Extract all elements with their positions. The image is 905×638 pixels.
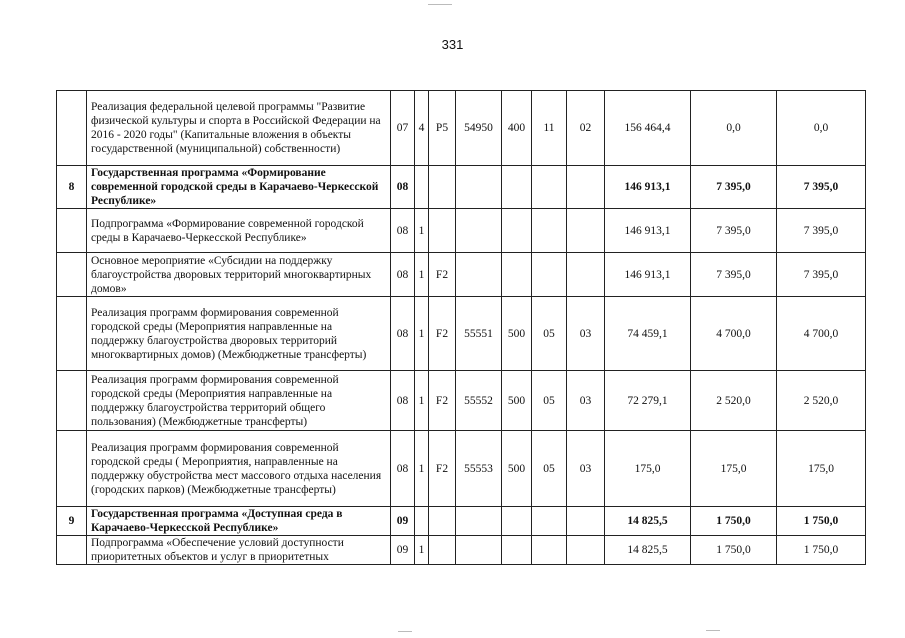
code-type-cell (502, 507, 532, 536)
code-direction-cell (456, 536, 502, 565)
scan-mark-bottom-right (706, 630, 720, 631)
scan-mark-top (428, 4, 452, 5)
amount-2021-cell: 0,0 (777, 91, 866, 166)
amount-2020-cell: 7 395,0 (691, 166, 777, 209)
index-cell (57, 536, 87, 565)
amount-2019-cell: 175,0 (605, 431, 691, 507)
index-cell (57, 209, 87, 253)
code-direction-cell: 55552 (456, 371, 502, 431)
table-row (57, 371, 866, 431)
code-project-cell: F2 (429, 431, 456, 507)
amount-2021-cell: 7 395,0 (777, 209, 866, 253)
code-sub-cell (415, 166, 429, 209)
code-sub-cell: 1 (415, 431, 429, 507)
amount-2021-cell: 4 700,0 (777, 297, 866, 371)
code-type-cell (502, 166, 532, 209)
code-section-cell: 08 (391, 253, 415, 297)
name-cell: Реализация программ формирования современной городской среды (Мероприятия направленные на поддержку благоустройства территорий общего пользования) (Межбюджетные трансферты) (87, 371, 391, 431)
code-project-cell: F2 (429, 253, 456, 297)
code-pr-cell: 03 (567, 371, 605, 431)
name-cell: Реализация программ формирования современной городской среды (Мероприятия направленные на поддержку благоустройства дворовых территорий многоквартирных домов) (Межбюджетные трансферты) (87, 297, 391, 371)
code-direction-cell (456, 166, 502, 209)
code-type-cell (502, 209, 532, 253)
code-pr-cell (567, 507, 605, 536)
table-row (57, 209, 866, 253)
index-cell (57, 91, 87, 166)
code-project-cell: F2 (429, 297, 456, 371)
code-section-cell: 08 (391, 297, 415, 371)
index-cell: 8 (57, 166, 87, 209)
code-direction-cell: 55551 (456, 297, 502, 371)
table-body (57, 91, 866, 565)
scan-mark-bottom-left (398, 631, 412, 632)
code-project-cell (429, 209, 456, 253)
amount-2020-cell: 1 750,0 (691, 507, 777, 536)
amount-2021-cell: 175,0 (777, 431, 866, 507)
code-pr-cell: 03 (567, 431, 605, 507)
code-type-cell: 400 (502, 91, 532, 166)
code-direction-cell (456, 209, 502, 253)
code-rz-cell: 11 (532, 91, 567, 166)
code-type-cell: 500 (502, 431, 532, 507)
code-pr-cell: 02 (567, 91, 605, 166)
code-rz-cell (532, 166, 567, 209)
amount-2021-cell: 7 395,0 (777, 253, 866, 297)
amount-2021-cell: 2 520,0 (777, 371, 866, 431)
code-section-cell: 09 (391, 536, 415, 565)
code-rz-cell: 05 (532, 297, 567, 371)
code-sub-cell: 1 (415, 536, 429, 565)
table-row (57, 166, 866, 209)
code-sub-cell: 1 (415, 253, 429, 297)
amount-2019-cell: 146 913,1 (605, 253, 691, 297)
amount-2020-cell: 7 395,0 (691, 253, 777, 297)
amount-2021-cell: 1 750,0 (777, 536, 866, 565)
code-sub-cell: 1 (415, 209, 429, 253)
code-rz-cell (532, 253, 567, 297)
code-pr-cell (567, 253, 605, 297)
index-cell: 9 (57, 507, 87, 536)
index-cell (57, 297, 87, 371)
code-section-cell: 08 (391, 166, 415, 209)
amount-2021-cell: 7 395,0 (777, 166, 866, 209)
code-direction-cell: 55553 (456, 431, 502, 507)
amount-2020-cell: 2 520,0 (691, 371, 777, 431)
code-rz-cell (532, 507, 567, 536)
amount-2020-cell: 7 395,0 (691, 209, 777, 253)
amount-2021-cell: 1 750,0 (777, 507, 866, 536)
code-pr-cell: 03 (567, 297, 605, 371)
amount-2019-cell: 14 825,5 (605, 507, 691, 536)
code-project-cell: F2 (429, 371, 456, 431)
amount-2020-cell: 4 700,0 (691, 297, 777, 371)
amount-2020-cell: 1 750,0 (691, 536, 777, 565)
code-sub-cell: 1 (415, 371, 429, 431)
amount-2020-cell: 0,0 (691, 91, 777, 166)
amount-2019-cell: 74 459,1 (605, 297, 691, 371)
page-number: 331 (441, 37, 464, 52)
amount-2019-cell: 14 825,5 (605, 536, 691, 565)
code-section-cell: 09 (391, 507, 415, 536)
amount-2019-cell: 146 913,1 (605, 209, 691, 253)
code-project-cell (429, 166, 456, 209)
amount-2019-cell: 72 279,1 (605, 371, 691, 431)
code-section-cell: 08 (391, 371, 415, 431)
code-section-cell: 08 (391, 431, 415, 507)
name-cell: Государственная программа «Доступная среда в Карачаево-Черкесской Республике» (87, 507, 391, 536)
code-pr-cell (567, 166, 605, 209)
name-cell: Основное мероприятие «Субсидии на поддержку благоустройства дворовых территорий многоквартирных домов» (87, 253, 391, 297)
name-cell: Реализация федеральной целевой программы "Развитие физической культуры и спорта в Российской Федерации на 2016 - 2020 годы" (Капитальные вложения в объекты государственной (муниципальной) собственности) (87, 91, 391, 166)
code-section-cell: 07 (391, 91, 415, 166)
name-cell: Подпрограмма «Формирование современной городской среды в Карачаево-Черкесской Республике» (87, 209, 391, 253)
table-row (57, 536, 866, 565)
code-rz-cell (532, 209, 567, 253)
table-row (57, 507, 866, 536)
code-direction-cell (456, 507, 502, 536)
amount-2020-cell: 175,0 (691, 431, 777, 507)
index-cell (57, 371, 87, 431)
code-project-cell (429, 507, 456, 536)
code-rz-cell (532, 536, 567, 565)
code-rz-cell: 05 (532, 431, 567, 507)
code-sub-cell: 4 (415, 91, 429, 166)
amount-2019-cell: 146 913,1 (605, 166, 691, 209)
amount-2019-cell: 156 464,4 (605, 91, 691, 166)
code-sub-cell: 1 (415, 297, 429, 371)
table-row (57, 253, 866, 297)
code-project-cell (429, 536, 456, 565)
code-type-cell: 500 (502, 297, 532, 371)
code-project-cell: P5 (429, 91, 456, 166)
name-cell: Подпрограмма «Обеспечение условий доступности приоритетных объектов и услуг в приоритетных (87, 536, 391, 565)
code-type-cell (502, 536, 532, 565)
code-section-cell: 08 (391, 209, 415, 253)
index-cell (57, 431, 87, 507)
index-cell (57, 253, 87, 297)
name-cell: Реализация программ формирования современной городской среды ( Мероприятия, направленные на поддержку обустройства мест массового отдыха населения (городских парков) (Межбюджетные трансферты) (87, 431, 391, 507)
code-type-cell (502, 253, 532, 297)
code-direction-cell: 54950 (456, 91, 502, 166)
budget-table (56, 90, 866, 565)
table-row (57, 431, 866, 507)
code-type-cell: 500 (502, 371, 532, 431)
code-rz-cell: 05 (532, 371, 567, 431)
code-direction-cell (456, 253, 502, 297)
table-row (57, 297, 866, 371)
table-row (57, 91, 866, 166)
code-pr-cell (567, 536, 605, 565)
name-cell: Государственная программа «Формирование современной городской среды в Карачаево-Черкесской Республике» (87, 166, 391, 209)
code-pr-cell (567, 209, 605, 253)
code-sub-cell (415, 507, 429, 536)
